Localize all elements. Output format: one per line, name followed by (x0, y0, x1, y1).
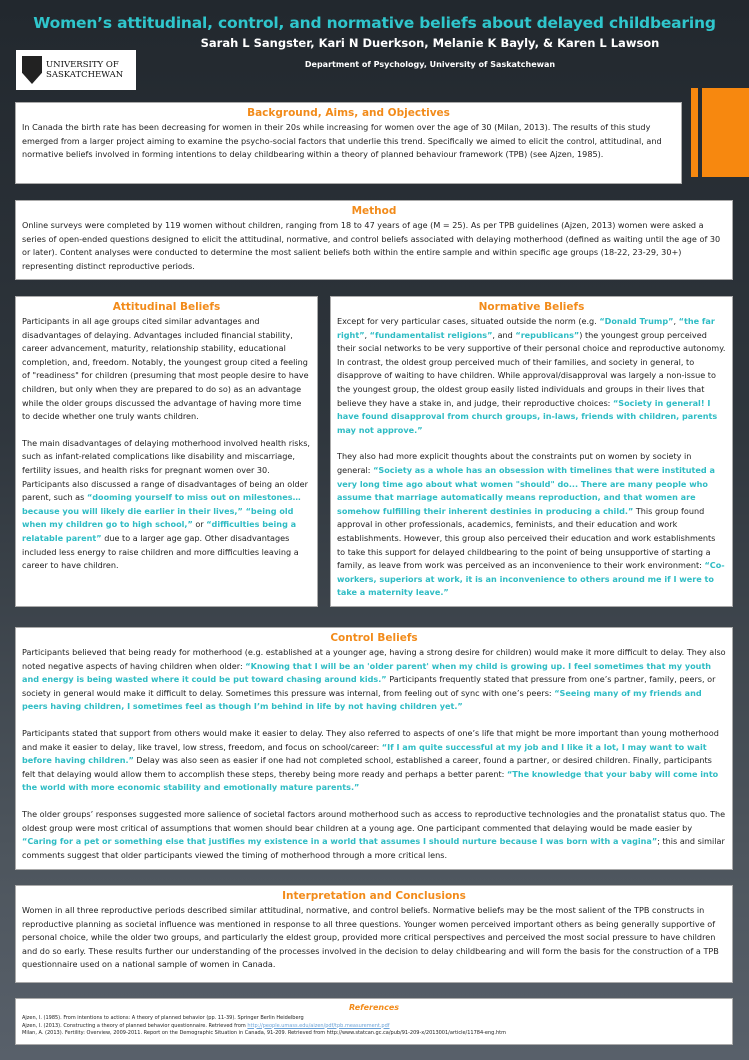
logo-text: UNIVERSITY OF SASKATCHEWAN (46, 60, 124, 80)
section-method (15, 200, 733, 280)
section-normative (330, 296, 733, 607)
body-text: , (364, 329, 370, 340)
conclusions-heading: Interpretation and Conclusions (282, 890, 466, 902)
body-text: Except for very particular cases, situated outside the norm (e.g. (337, 316, 600, 326)
crest-icon (22, 56, 42, 84)
poster-title: Women’s attitudinal, control, and normative beliefs about delayed childbearing (33, 14, 716, 32)
body-text: or (192, 519, 207, 530)
body-text: This group found approval in other professionals, academics, feminists, and their education and work establishments. However, this group also perceived their education and work establishments to take this support for delayed childbearing to the point of being unsupportive of starting a family, as leave from work was perceived as an inconvenience to their work environment: (337, 505, 716, 571)
participant-quote: “difficulties being a relatable parent” (22, 519, 297, 543)
body-text: Participants frequently stated that pressure from one’s partner, family, peers, or society in general would make it difficult to delay. Sometimes this pressure was internal, from feeling out of sync with one’s peers: (22, 674, 716, 698)
body-text: Women in all three reproductive periods described similar attitudinal, normative, and control beliefs. Normative beliefs may be the most salient of the TPB constructs in reproductive planning as societal influence was mentioned in response to all three questions. Younger women perceived important others as being generally supportive of personal choice, while the older two groups, and particularly the eldest group, provided more critical perspectives and perceived the most social pressure to have children and do so early. These results further our understanding of the processes involved in the decision to delay childbearing and will form the basis for the construction of a TPB questionnaire used on a national sample of women in Canada. (22, 905, 719, 970)
department: Department of Psychology, University of Saskatchewan (304, 60, 556, 69)
section-attitudinal (15, 296, 318, 607)
participant-quote: “Seeing many of my friends and peers having children, I sometimes feel as though I’m behind in life by not having children yet.” (22, 687, 702, 712)
participant-quote: “Donald Trump” (599, 316, 674, 326)
body-text: In Canada the birth rate has been decreasing for women in their 20s while increasing for women over the age of 30 (Milan, 2013). The results of this study emerged from a larger project aiming to examine the psycho-social factors that underlie this trend. Specifically we aimed to elicit the control, attitudinal, and normative beliefs involved in forming intentions to delay childbearing within a theory of planned behaviour framework (TPB) (see Ajzen, 1985). (22, 122, 662, 160)
university-logo (16, 50, 136, 90)
reference-text: Ajzen, I. (1985). From intentions to actions: A theory of planned behavior (pp. 11-39). Springer Berlin Heidelberg (22, 1015, 304, 1021)
references-heading: References (348, 1003, 400, 1012)
control-heading: Control Beliefs (330, 632, 418, 644)
paragraph (22, 121, 675, 162)
section-references (15, 998, 733, 1045)
paragraph (22, 646, 726, 714)
participant-quote: “republicans” (515, 329, 580, 340)
paragraph (337, 450, 726, 600)
decorative-bar-wide (702, 88, 749, 177)
section-conclusions (15, 885, 733, 983)
section-background (15, 102, 682, 184)
participant-quote: “Co-workers, superiors at work, it is an inconvenience to others around me if I were to take a maternity leave.” (337, 560, 725, 598)
section-control (15, 627, 733, 870)
reference-item (22, 1015, 726, 1023)
paragraph (22, 727, 726, 795)
body-text: The main disadvantages of delaying motherhood involved health risks, such as infant-related complications like disability and miscarriage, fertility issues, and health risks for pregnant women over 30. Participants also discussed a range of disadvantages of being an older parent, such as (22, 437, 310, 503)
reference-text: Ajzen, I. (2013). Constructing a theory of planned behavior questionnaire. Retrieved from (22, 1022, 248, 1029)
paragraph (22, 315, 311, 424)
participant-quote: “Knowing that I will be an 'older parent' when my child is growing up. I feel sometimes that my youth and energy is being wasted where it could be put toward chasing around kids.” (22, 660, 712, 685)
participant-quote: “Society as a whole has an obsession with timelines that were instituted a very long time ago about what women "should" do... There are many people who assume that marriage automatically means reproduction, and that women are somehow fulfilling their inherent destinies in producing a child.” (337, 464, 715, 516)
paragraph (337, 315, 726, 437)
body-text: Delay was also seen as easier if one had not completed school, established a career, found a partner, or desired children. Finally, participants felt that delaying would allow them to accomplish these steps, thereby being more ready and perhaps a better parent: (22, 755, 712, 779)
paragraph (22, 219, 726, 273)
body-text: They also had more explicit thoughts about the constraints put on women by society in general: (337, 451, 692, 475)
reference-text: Milan, A. (2013). Fertility: Overview, 2009-2011. Report on the Demographic Situation in Canada, 91-209. Retrieved from http://www.statcan.gc.ca/pub/91-209-x/2013001/article/11784-eng.htm (22, 1030, 506, 1036)
normative-heading: Normative Beliefs (478, 301, 585, 313)
body-text: ; this and similar comments suggest that older participants viewed the timing of motherhood through a more critical lens. (22, 836, 725, 860)
reference-link[interactable]: http://people.umass.edu/aizen/pdf/tpb.measurement.pdf (247, 1022, 390, 1029)
body-text: Participants believed that being ready for motherhood (e.g. established at a younger age, having a strong desire for children) would make it more difficult to delay. They also noted negative aspects of having children when older: (22, 647, 726, 671)
decorative-bar-thin (691, 88, 698, 177)
body-text: due to a larger age gap. Other disadvantages included less energy to raise children and more difficulties leaving a career to have children. (22, 532, 299, 571)
body-text: , (673, 316, 679, 326)
participant-quote: “Society in general! I have found disapproval from church groups, in-laws, friends with children, parents may not approve.” (337, 397, 718, 435)
body-text: ) the youngest group perceived their social networks to be very supportive of their personal choice and reproductive autonomy. In contrast, the oldest group perceived much of their families, and society in general, to disapprove of waiting to have children. While approval/disapproval was largely a non-issue to the youngest group, the oldest group easily listed individuals and groups in their lives that believe they have a stake in, and judge, their reproductive choices: (337, 329, 726, 408)
method-heading: Method (351, 205, 397, 217)
participant-quote: “dooming yourself to miss out on milestones… because you will likely die earlier in their lives,” “being old when my children go to high school,” (22, 492, 301, 530)
body-text: The older groups’ responses suggested more salience of societal factors around motherhood such as access to reproductive technologies and the pronatalist status quo. The oldest group were most critical of assumptions that women should bear children at a young age. One participant commented that delaying would be made easier by (22, 808, 726, 833)
participant-quote: “fundamentalist religions” (369, 329, 493, 340)
paragraph (22, 808, 726, 862)
reference-item (22, 1023, 726, 1031)
participant-quote: “The knowledge that your baby will come into the world with more economic stability and emotionally mature parents.” (22, 768, 719, 793)
reference-item (22, 1030, 726, 1038)
participant-quote: “If I am quite successful at my job and I like it a lot, I may want to wait before having children.” (22, 741, 707, 766)
participant-quote: “the far right” (337, 316, 715, 340)
body-text: , and (492, 329, 516, 340)
paragraph (22, 437, 311, 573)
background-heading: Background, Aims, and Objectives (247, 107, 450, 119)
body-text: Online surveys were completed by 119 women without children, ranging from 18 to 47 years of age (M = 25). As per TPB guidelines (Ajzen, 2013) women were asked a series of open-ended questions designed to elicit the attitudinal, normative, and control beliefs associated with delaying motherhood (defined as waiting until the age of 30 or later). Content analyses were conducted to determine the most salient beliefs both within the entire sample and within specific age groups (18-22, 23-29, 30+) representing distinct reproductive periods. (22, 220, 721, 271)
body-text: Participants stated that support from others would make it easier to delay. They also referred to aspects of one’s life that might be more important than young motherhood and make it easier to delay, like travel, low stress, freedom, and focus on school/career: (22, 727, 719, 752)
body-text: Participants in all age groups cited similar advantages and disadvantages of delaying. Advantages included financial stability, career advancement, maturity, relationship stability, educational completion, and, freedom. Notably, the youngest group cited a feeling of "readiness" for children (presuming that most people desire to have children, but only when they are prepared to do so) as an advantage while the older groups discussed the advantage of having more time to decide whether one truly wants children. (22, 316, 309, 422)
attitudinal-heading: Attitudinal Beliefs (112, 301, 221, 313)
paragraph (22, 904, 726, 972)
authors: Sarah L Sangster, Kari N Duerkson, Melanie K Bayly, & Karen L Lawson (200, 36, 660, 50)
participant-quote: “Caring for a pet or something else that justifies my existence in a world that assumes I should nurture because I was born with a vagina” (22, 836, 658, 847)
